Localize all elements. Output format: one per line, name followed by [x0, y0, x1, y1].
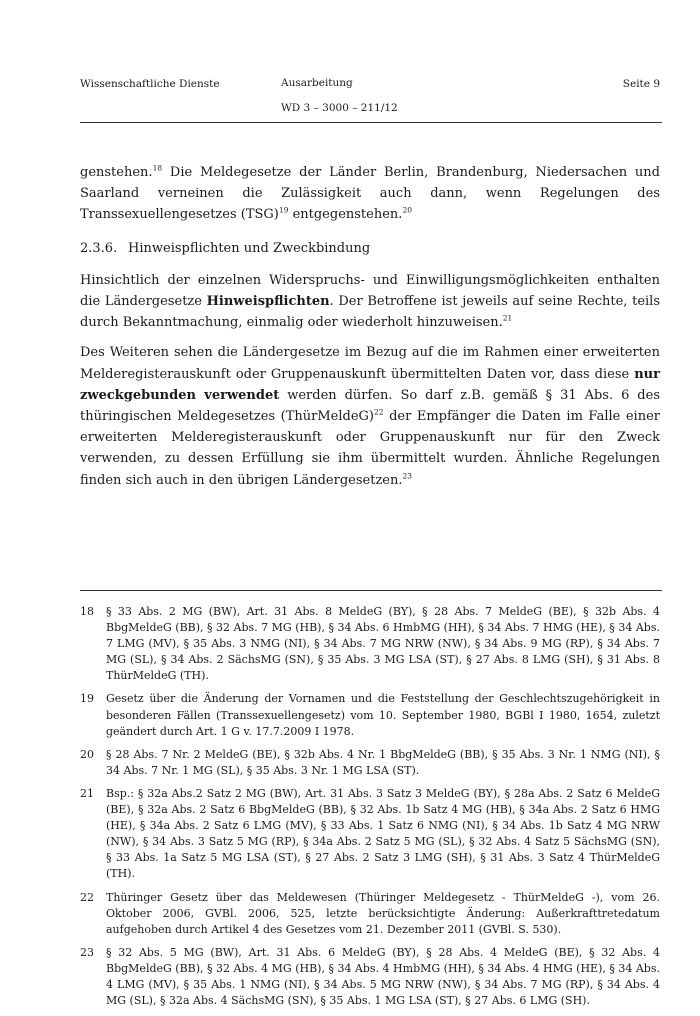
- emphasis-text: nur zweckgebunden verwendet: [80, 366, 660, 403]
- paragraph-text: Des Weiteren sehen die Ländergesetze im Bezug auf die im Rahmen einer erweiterten Melderegisterauskunft oder Gruppenauskunft übermittelten Daten vor, dass diese: [80, 345, 660, 382]
- footnote-text: Bsp.: § 32a Abs.2 Satz 2 MG (BW), Art. 31 Abs. 3 Satz 3 MeldeG (BY), § 28a Abs. 2 Satz 6 MeldeG (BE), § 32a Abs. 2 Satz 6 BbgMeldeG (BB), § 32 Abs. 1b Satz 4 MG (HB), § 34a Abs. 2 Satz 6 HMG (HE), § 34a Abs. 2 Satz 6 LMG (MV), § 33 Abs. 1 Satz 6 NMG (NI), § 34 Abs. 1b Satz 4 MG NRW (NW), § 34 Abs. 3 Satz 5 MG (RP), § 34a Abs. 2 Satz 5 MG (SL), § 32 Abs. 4 Satz 5 SächsMG (SN), § 33 Abs. 1a Satz 5 MG LSA (ST), § 27 Abs. 2 Satz 3 LMG (SH), § 31 Abs. 3 Satz 4 ThürMeldeG (TH).: [106, 786, 660, 881]
- footnote-item: [80, 786, 660, 883]
- paragraph-text: Die Meldegesetze der Länder Berlin, Brandenburg, Niedersachen und Saarland verneinen die Zulässigkeit auch dann, wenn Regelungen des Transsexuellengesetzes (TSG): [80, 165, 660, 223]
- paragraph-text: genstehen.: [80, 165, 153, 180]
- paragraph-text: werden dürfen. So darf z.B. gemäß § 31 Abs. 6 des thüringischen Meldegesetzes (ThürMeldeG): [80, 387, 660, 425]
- footnote-text: § 32 Abs. 5 MG (BW), Art. 31 Abs. 6 MeldeG (BY), § 28 Abs. 4 MeldeG (BE), § 32 Abs. 4 BbgMeldeG (BB), § 32 Abs. 4 MG (HB), § 34 Abs. 4 HmbMG (HH), § 34 Abs. 4 HMG (HE), § 34 Abs. 4 LMG (MV), § 35 Abs. 1 NMG (NI), § 34 Abs. 5 MG NRW (NW), § 34 Abs. 7 MG (RP), § 34 Abs. 4 MG (SL), § 32a Abs. 4 SächsMG (SN), § 35 Abs. 1 MG LSA (ST), § 27 Abs. 6 LMG (SH).: [106, 945, 660, 1008]
- footnote-item: [80, 747, 660, 779]
- header-document-info: [281, 71, 398, 121]
- footnote-text: § 28 Abs. 7 Nr. 2 MeldeG (BE), § 32b Abs. 4 Nr. 1 BbgMeldeG (BB), § 35 Abs. 3 Nr. 1 NMG (NI), § 34 Abs. 7 Nr. 1 MG (SL), § 35 Abs. 3 Nr. 1 MG LSA (ST).: [106, 747, 660, 777]
- footnote-item: [80, 691, 660, 739]
- main-text: [80, 162, 660, 500]
- footnote-number: 19: [80, 692, 94, 706]
- footnote-ref-23[interactable]: 23: [402, 471, 413, 481]
- footnote-number: 18: [80, 605, 94, 618]
- header-document-number: WD 3 – 3000 – 211/12: [281, 102, 398, 114]
- footnote-ref-22[interactable]: 22: [374, 407, 384, 417]
- footnote-ref-20[interactable]: 20: [402, 206, 412, 216]
- footnote-ref-19[interactable]: 19: [278, 206, 289, 216]
- footnote-divider: [80, 590, 662, 591]
- footnote-ref-18[interactable]: 18: [152, 163, 163, 173]
- section-title: Hinweispflichten und Zweckbindung: [128, 240, 371, 256]
- footnote-item: [80, 945, 660, 1009]
- header-page-number: Seite 9: [622, 78, 660, 90]
- header-department: Wissenschaftliche Dienste: [80, 78, 220, 90]
- section-heading: [80, 238, 660, 259]
- emphasis-text: Hinweispflichten: [206, 294, 330, 310]
- footnote-text: § 33 Abs. 2 MG (BW), Art. 31 Abs. 8 MeldeG (BY), § 28 Abs. 7 MeldeG (BE), § 32b Abs. 4 BbgMeldeG (BB), § 32 Abs. 7 MG (HB), § 34 Abs. 6 HmbMG (HH), § 34 Abs. 7 HMG (HE), § 34 Abs. 7 LMG (MV), § 35 Abs. 3 NMG (NI), § 34 Abs. 7 MG NRW (NW), § 34 Abs. 9 MG (RP), § 34 Abs. 7 MG (SL), § 34 Abs. 2 SächsMG (SN), § 35 Abs. 3 MG LSA (ST), § 27 Abs. 8 LMG (SH), § 31 Abs. 8 ThürMeldeG (TH).: [106, 605, 660, 683]
- footnote-number: 20: [80, 747, 94, 761]
- footnote-number: 22: [80, 890, 94, 904]
- footnote-item: [80, 890, 660, 938]
- header-document-type: Ausarbeitung: [281, 77, 353, 89]
- footnote-ref-21[interactable]: 21: [502, 313, 513, 323]
- paragraph-zweckbindung: [80, 342, 660, 490]
- footnotes: [80, 604, 660, 1016]
- paragraph-continuation: [80, 162, 660, 226]
- paragraph-text: . Der Betroffene ist jeweils auf seine Rechte, teils durch Bekanntmachung, einmalig oder wiederholt hinzuweisen.: [80, 294, 660, 331]
- footnote-text: Thüringer Gesetz über das Meldewesen (Thüringer Meldegesetz - ThürMeldeG -), vom 26. Oktober 2006, GVBl. 2006, 525, letzte berücksichtigte Änderung: Außerkrafttretedatum aufgehoben durch Artikel 4 des Gesetzes vom 21. Dezember 2011 (GVBl. S. 530).: [106, 890, 660, 936]
- section-number: 2.3.6.: [80, 240, 118, 256]
- footnote-text: Gesetz über die Änderung der Vornamen und die Feststellung der Geschlechtszugehörigkeit in besonderen Fällen (Transsexuellengesetz) vom 10. September 1980, BGBl I 1980, 1654, zuletzt geändert durch Art. 1 G v. 17.7.2009 I 1978.: [106, 692, 660, 738]
- header-divider: [80, 122, 662, 123]
- footnote-item: [80, 604, 660, 684]
- footnote-number: 21: [80, 786, 94, 800]
- footnote-number: 23: [80, 945, 94, 959]
- paragraph-text: der Empfänger die Daten im Falle einer erweiterten Melderegisterauskunft oder Gruppenauskunft nur für den Zweck verwenden, zu dessen Erfüllung sie ihm übermittelt wurden. Ähnliche Regelungen finden sich auch in den übrigen Ländergesetzen.: [80, 409, 660, 488]
- paragraph-text: Hinsichtlich der einzelnen Widerspruchs- und Einwilligungsmöglichkeiten enthalten die Ländergesetze: [80, 272, 660, 310]
- paragraph-hinweispflichten: [80, 270, 660, 334]
- paragraph-text: entgegenstehen.: [288, 207, 403, 223]
